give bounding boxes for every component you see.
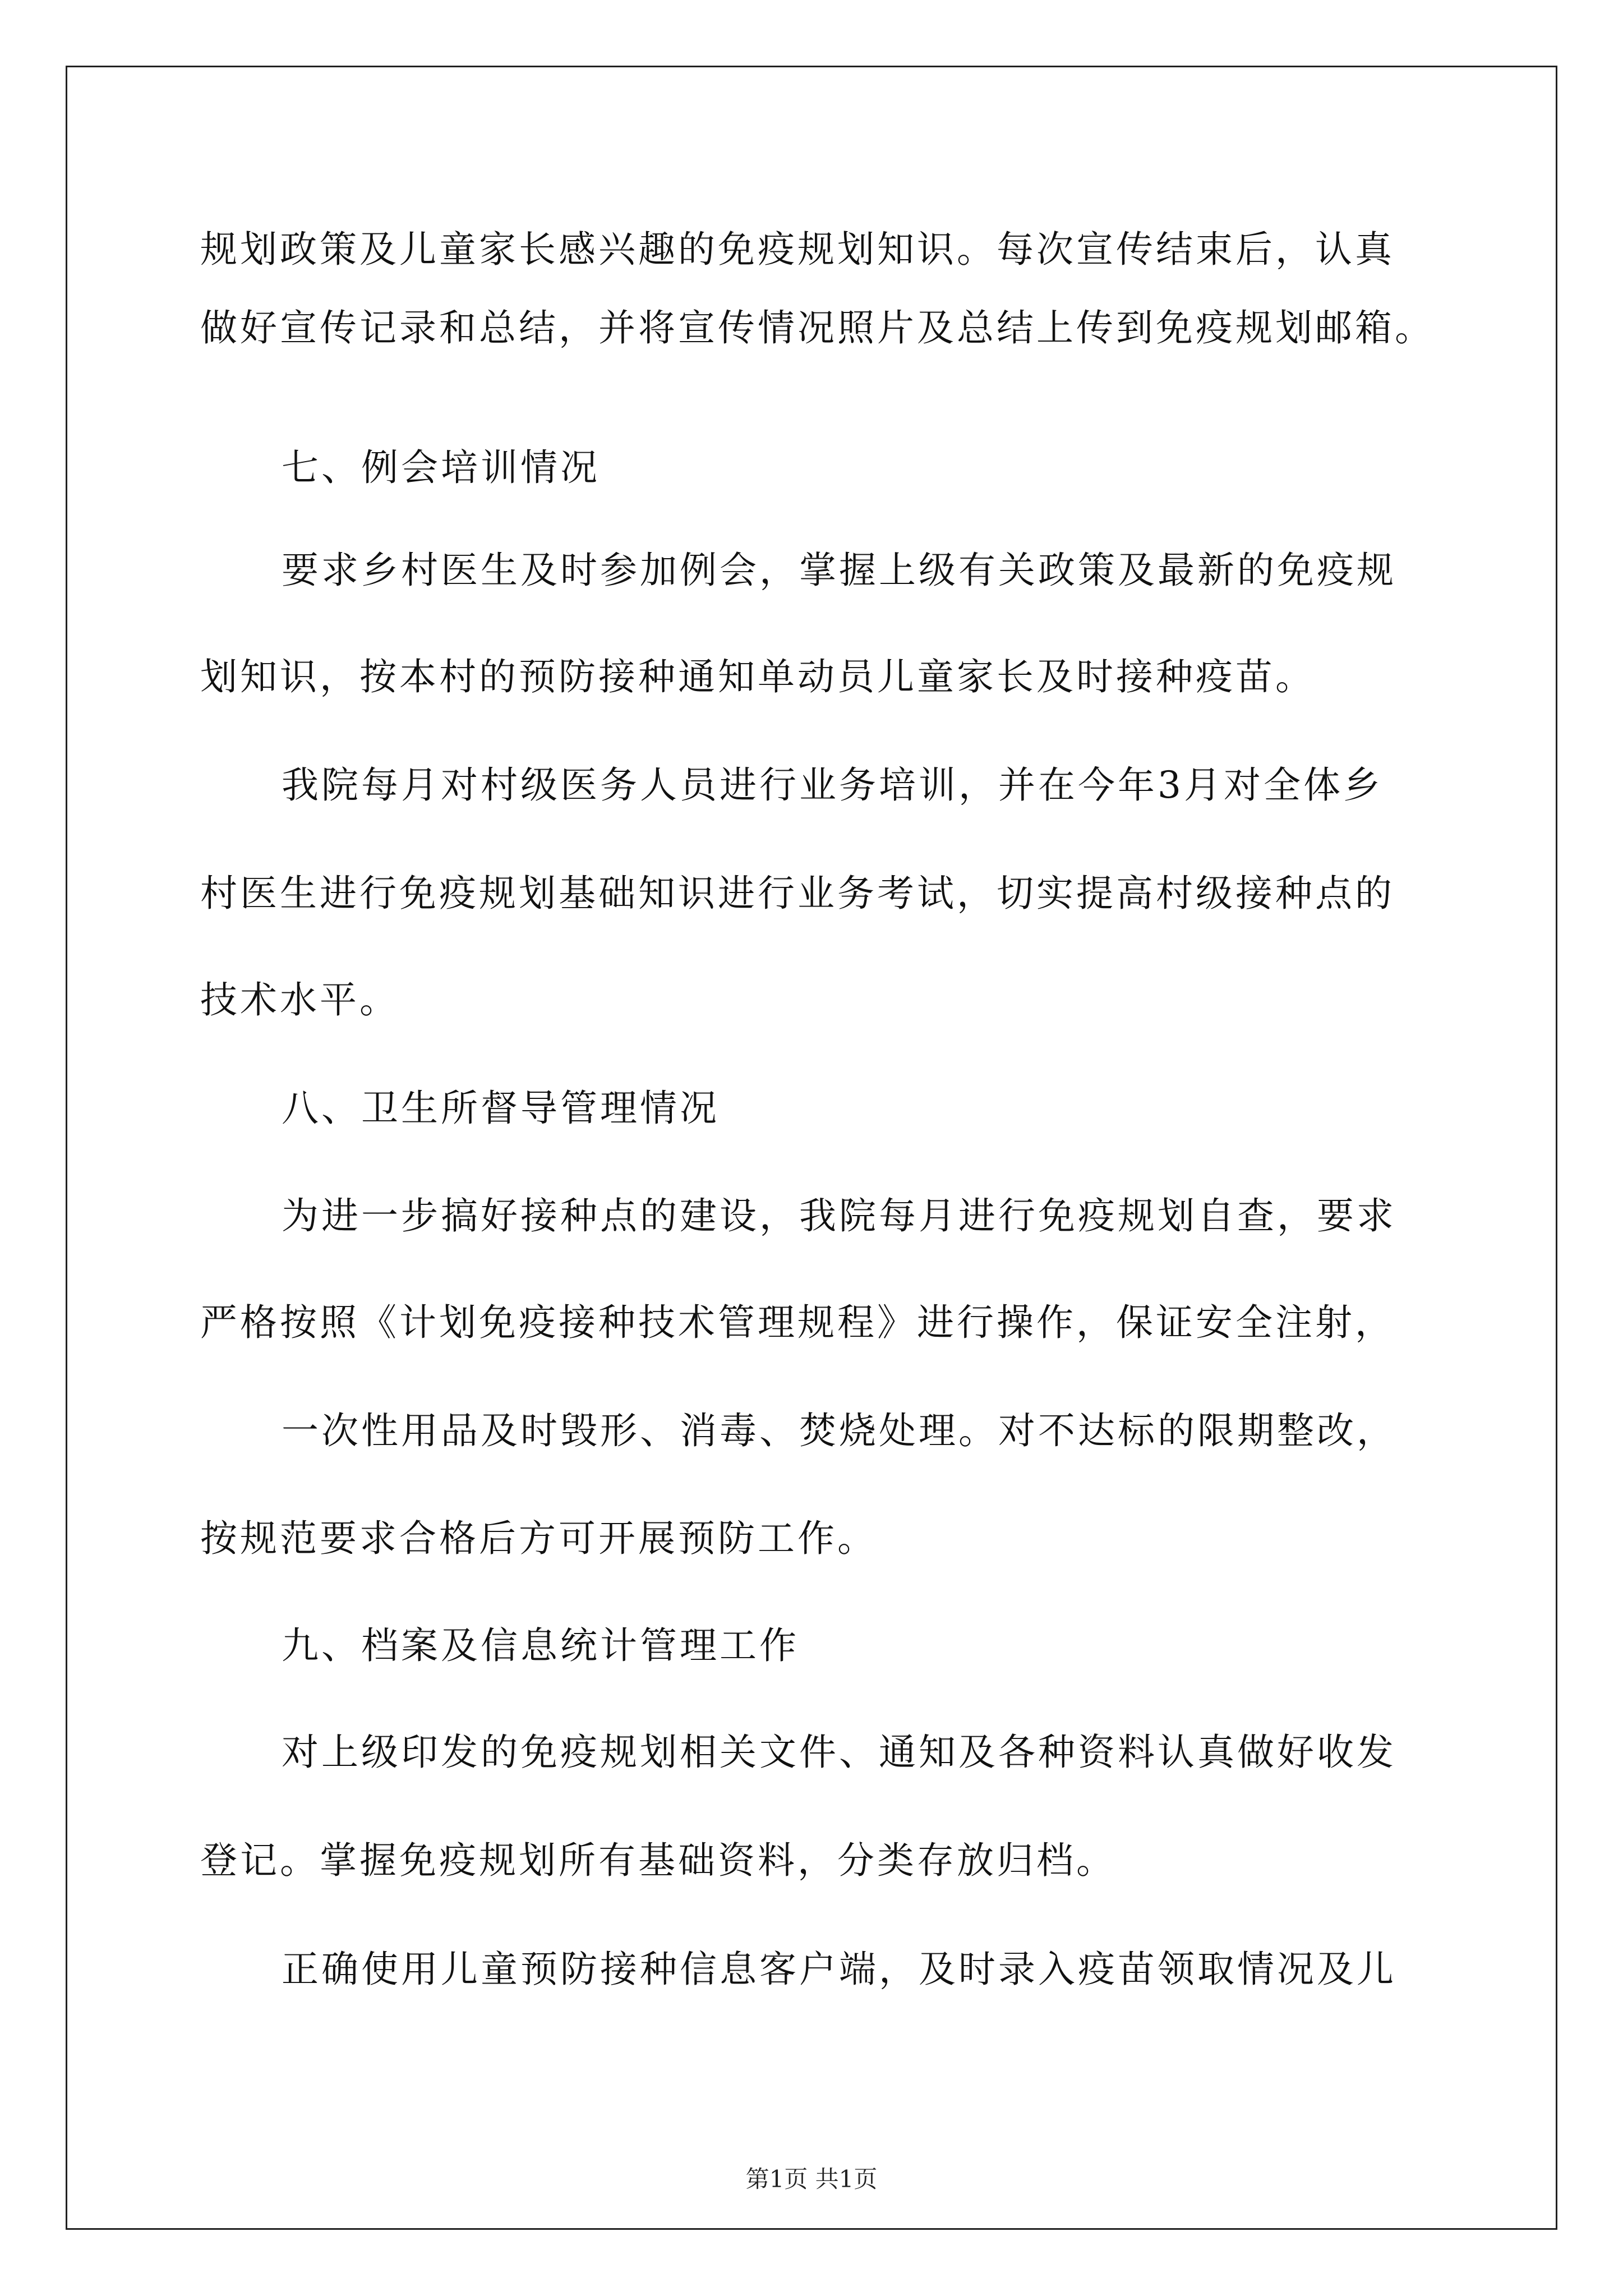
page-footer: 第1页 共1页 (745, 2165, 878, 2193)
paragraph-line: 要求乡村医生及时参加例会，掌握上级有关政策及最新的免疫规 (282, 549, 1396, 592)
section-heading: 七、例会培训情况 (282, 446, 600, 489)
paragraph-line: 按规范要求合格后方可开展预防工作。 (200, 1517, 877, 1560)
section-heading: 九、档案及信息统计管理工作 (282, 1624, 799, 1667)
paragraph-line: 规划政策及儿童家长感兴趣的免疫规划知识。每次宣传结束后，认真 (200, 228, 1395, 271)
paragraph-line: 一次性用品及时毁形、消毒、焚烧处理。对不达标的限期整改， (282, 1409, 1396, 1452)
paragraph-line: 对上级印发的免疫规划相关文件、通知及各种资料认真做好收发 (282, 1731, 1396, 1774)
paragraph-line: 划知识，按本村的预防接种通知单动员儿童家长及时接种疫苗。 (200, 655, 1315, 698)
paragraph-line: 技术水平。 (200, 978, 399, 1022)
paragraph-line: 登记。掌握免疫规划所有基础资料，分类存放归档。 (200, 1839, 1116, 1882)
section-heading: 八、卫生所督导管理情况 (282, 1087, 720, 1130)
paragraph-line: 做好宣传记录和总结，并将宣传情况照片及总结上传到免疫规划邮箱。 (200, 306, 1435, 349)
paragraph-line: 为进一步搞好接种点的建设，我院每月进行免疫规划自查，要求 (282, 1194, 1396, 1237)
page-border (66, 66, 1557, 2230)
paragraph-line: 我院每月对村级医务人员进行业务培训，并在今年3月对全体乡 (282, 763, 1383, 807)
paragraph-line: 严格按照《计划免疫接种技术管理规程》进行操作，保证安全注射， (200, 1301, 1395, 1344)
paragraph-line: 正确使用儿童预防接种信息客户端，及时录入疫苗领取情况及儿 (282, 1948, 1396, 1991)
paragraph-line: 村医生进行免疫规划基础知识进行业务考试，切实提高村级接种点的 (200, 872, 1395, 915)
